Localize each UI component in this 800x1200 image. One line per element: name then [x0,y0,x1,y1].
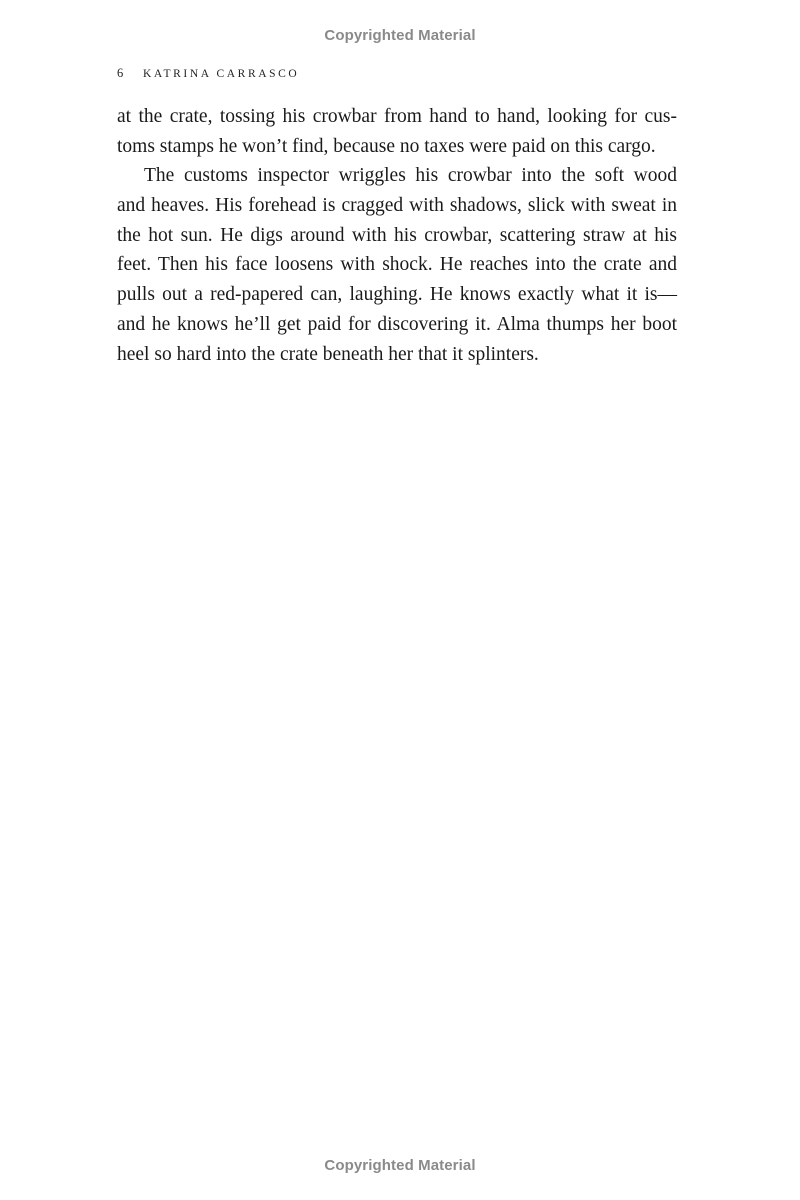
text-line: the hot sun. He digs around with his crowbar, scattering straw at his [117,224,677,246]
text-line: at the crate, tossing his crowbar from hand to hand, looking for cus- [117,106,677,127]
text-line: and heaves. His forehead is cragged with shadows, slick with sweat in [117,195,677,217]
running-head-author: KATRINA CARRASCO [142,68,300,80]
copyright-watermark-bottom: Copyrighted Material [324,1157,476,1174]
body-text [117,102,677,369]
text-line: The customs inspector wriggles his crowbar into the soft wood [144,165,677,187]
paragraph-2 [117,161,677,369]
text-line: feet. Then his face loosens with shock. He reaches into the crate and [117,254,677,276]
text-line: pulls out a red-papered can, laughing. He knows exactly what it is— [117,284,677,306]
running-head [117,66,299,81]
text-line: heel so hard into the crate beneath her that it splinters. [117,343,539,365]
page-number: 6 [117,66,124,80]
text-line: and he knows he’ll get paid for discovering it. Alma thumps her boot [117,313,677,335]
text-line: toms stamps he won’t find, because no taxes were paid on this cargo. [117,135,656,157]
copyright-watermark-top: Copyrighted Material [324,27,476,44]
paragraph-1 [117,102,677,161]
